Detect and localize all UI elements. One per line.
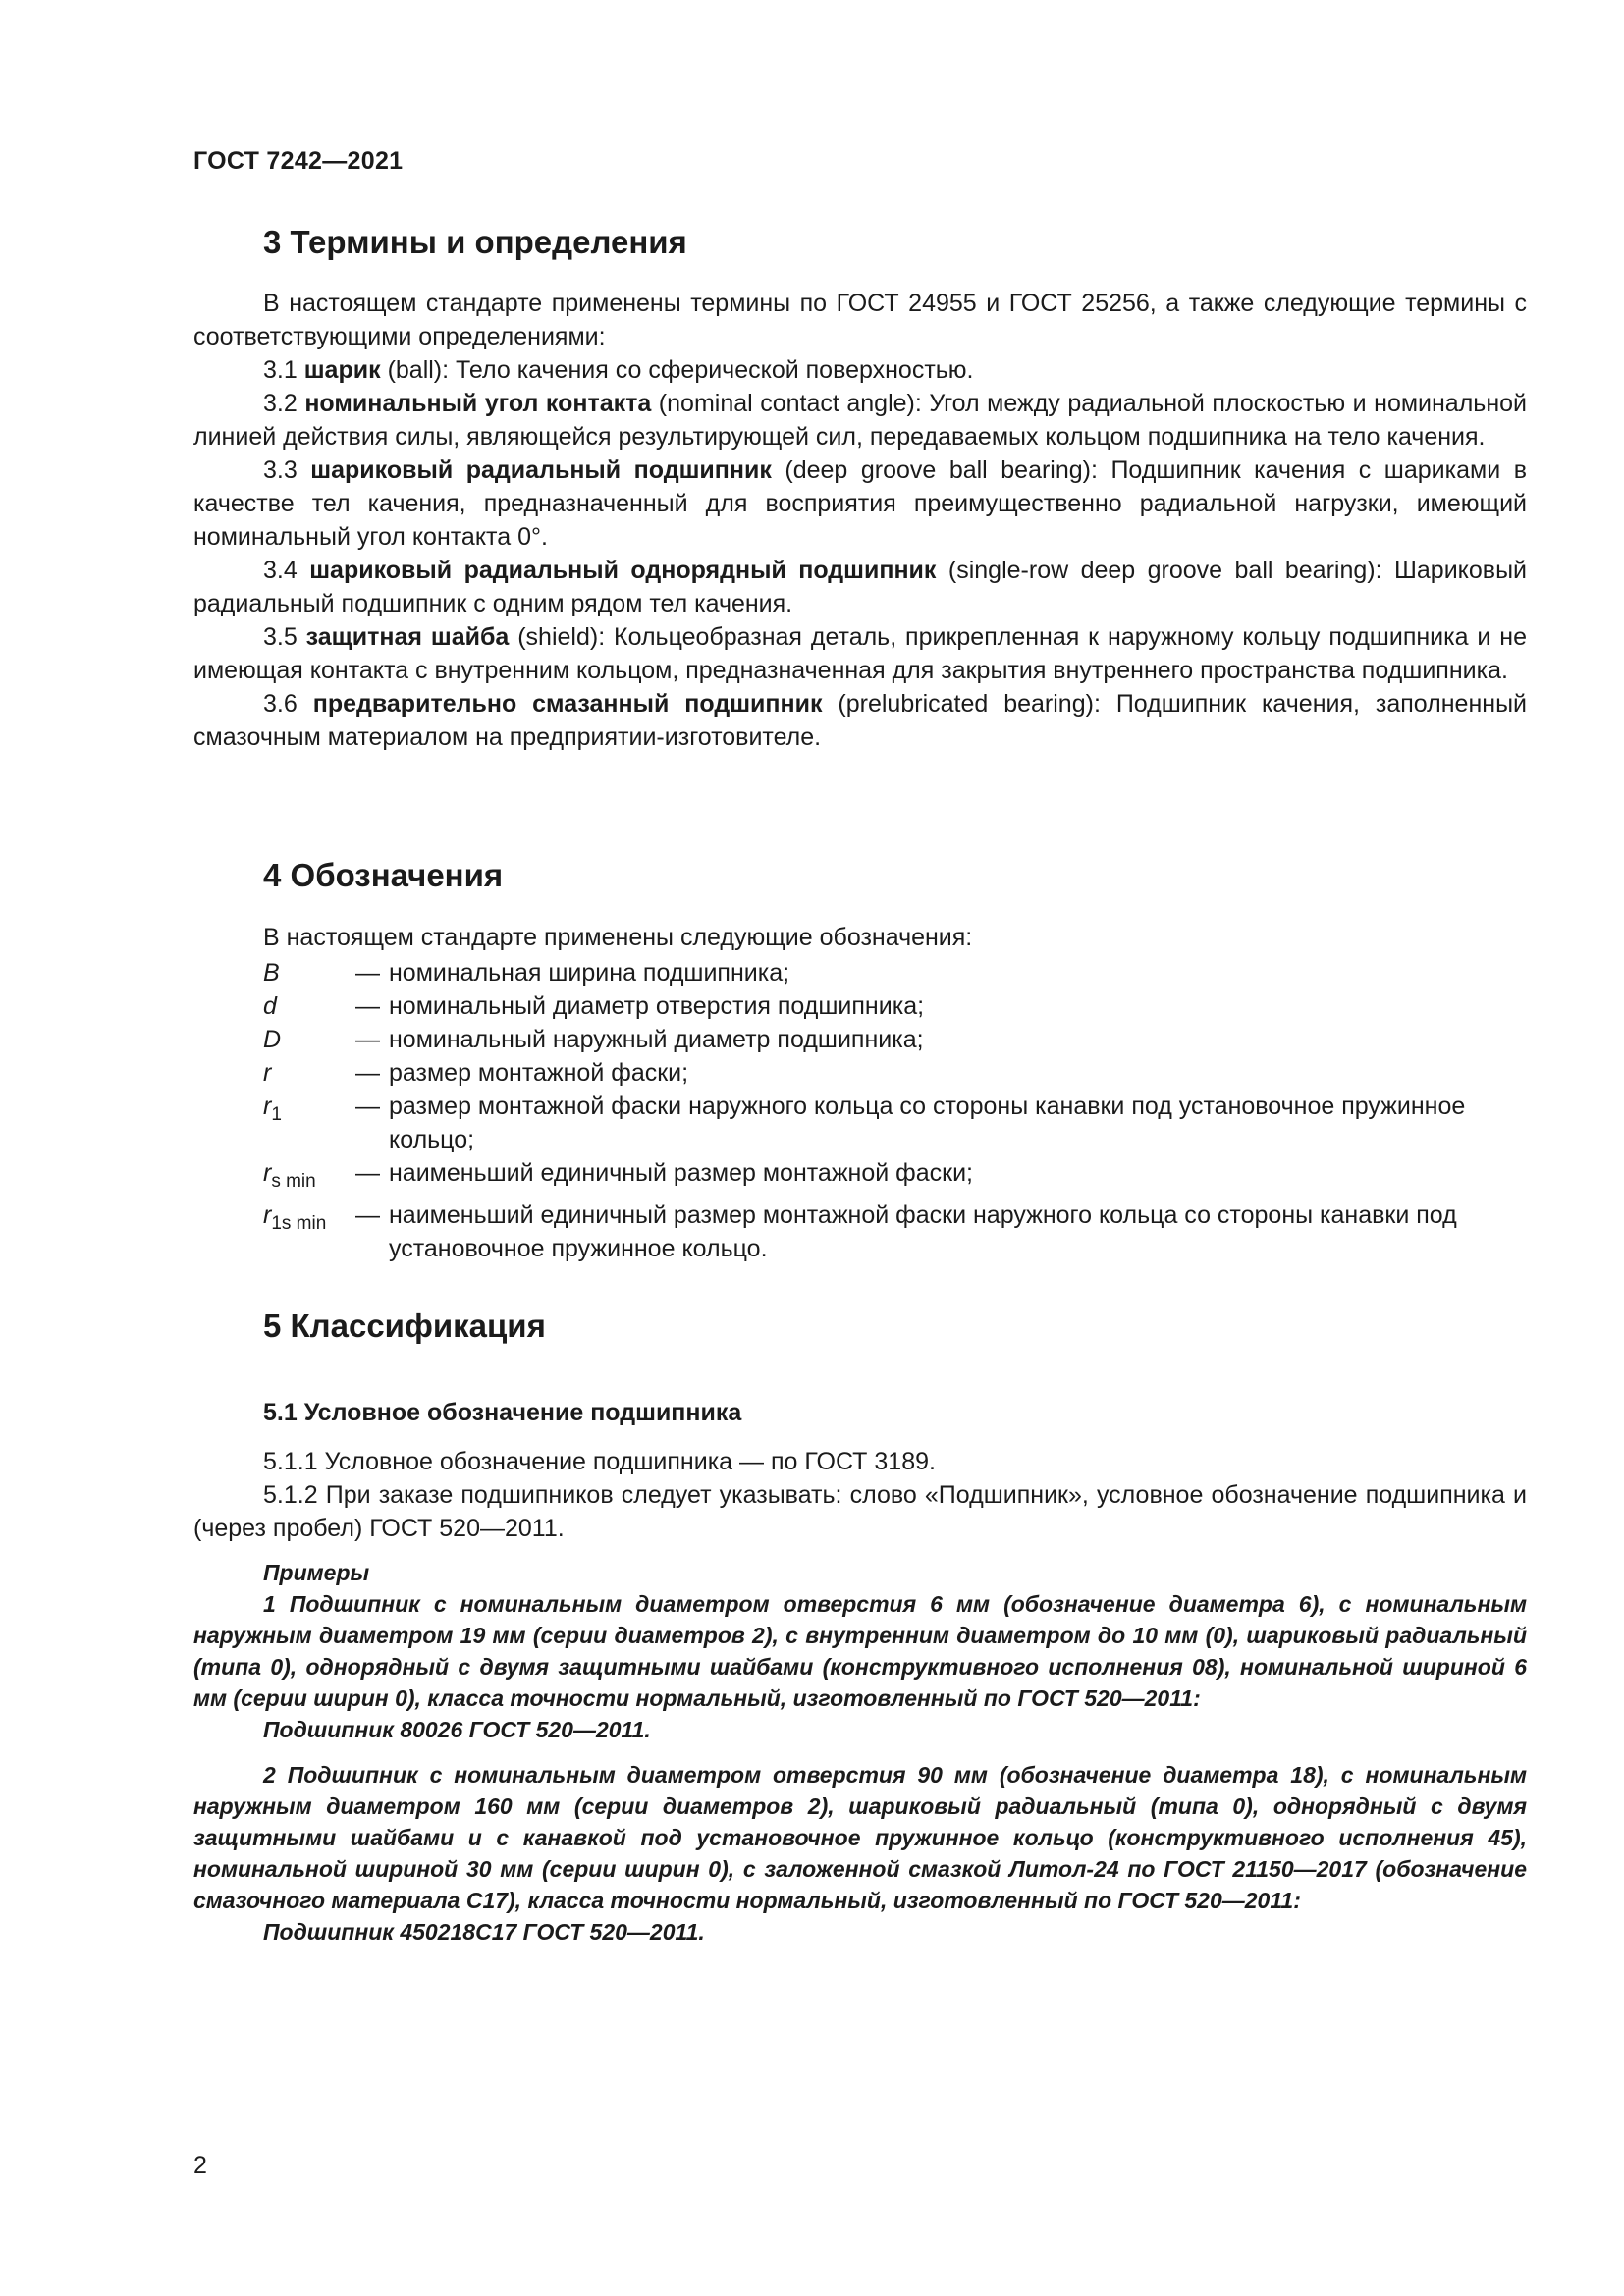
section-3-title: 3 Термины и определения <box>263 224 687 260</box>
section-4-intro: В настоящем стандарте применены следующие обозначения: <box>263 924 973 951</box>
section-4-intro-wrap <box>193 921 1527 954</box>
example-2: 2 Подшипник с номинальным диаметром отверстия 90 мм (обозначение диаметра 18), с номинальным наружным диаметром 160 мм (серии диаметров 2), шариковый радиальный (типа 0), однорядный с двумя защитными шайбами и с канавкой под установочное пружинное кольцо (конструктивного исполнения 45), номинальной шириной 30 мм (серии ширин 0), с заложенной смазкой Литол-24 по ГОСТ 21150—2017 (обозначение смазочного материала С17), класса точности нормальный, изготовленный по ГОСТ 520—2011: <box>193 1762 1527 1913</box>
symbol-row: $r_{s min}$ — наименьший единичный размер монтажной фаски; <box>263 1159 973 1192</box>
paragraph-5-1-1: 5.1.1 Условное обозначение подшипника — по ГОСТ 3189. <box>263 1448 936 1475</box>
symbol-row: D — номинальный наружный диаметр подшипника; <box>263 1026 924 1053</box>
example-2-result: Подшипник 450218С17 ГОСТ 520—2011. <box>263 1919 705 1945</box>
symbol-row: d — номинальный диаметр отверстия подшипника; <box>263 992 925 1020</box>
examples-label: Примеры <box>263 1560 370 1585</box>
symbol-row: $r_{1s min}$ — наименьший единичный размер монтажной фаски наружного кольца со стороны канавки под установочное пружинное кольцо. <box>263 1201 1457 1262</box>
term-3-1: 3.1 шарик (ball): Тело качения со сферической поверхностью. <box>263 356 974 384</box>
document-code-header: ГОСТ 7242—2021 <box>193 147 404 175</box>
page-number: 2 <box>193 2152 207 2179</box>
term-3-5: 3.5 защитная шайба (shield): Кольцеобразная деталь, прикрепленная к наружному кольцу подшипника и не имеющая контакта с внутренним кольцом, предназначенная для закрытия внутреннего пространства подшипника. <box>193 623 1527 684</box>
term-3-4: 3.4 шариковый радиальный однорядный подшипник (single-row deep groove ball bearing): Шариковый радиальный подшипник с одним рядом тел качения. <box>193 557 1528 617</box>
term-3-2: 3.2 номинальный угол контакта (nominal contact angle): Угол между радиальной плоскостью и номинальной линией действия силы, являющейся результирующей сил, передаваемых кольцом подшипника на тело качения. <box>193 390 1527 451</box>
paragraph-5-1-2: 5.1.2 При заказе подшипников следует указывать: слово «Подшипник», условное обозначение подшипника и (через пробел) ГОСТ 520—2011. <box>193 1481 1527 1542</box>
term-3-3: 3.3 шариковый радиальный подшипник (deep groove ball bearing): Подшипник качения с шариками в качестве тел качения, предназначенный для восприятия преимущественно радиальной нагрузки, имеющий номинальный угол контакта 0°. <box>193 456 1527 551</box>
symbol-row: $r_1$ — размер монтажной фаски наружного кольца со стороны канавки под установочное пружинное кольцо; <box>263 1093 1466 1153</box>
symbols-list <box>193 956 1527 1265</box>
term-3-6: 3.6 предварительно смазанный подшипник (prelubricated bearing): Подшипник качения, заполненный смазочным материалом на предприятии-изготовителе. <box>193 690 1528 751</box>
example-1-result: Подшипник 80026 ГОСТ 520—2011. <box>263 1717 651 1742</box>
subsection-5-1-title: 5.1 Условное обозначение подшипника <box>263 1399 742 1426</box>
symbol-row: r — размер монтажной фаски; <box>263 1059 689 1087</box>
symbol-row: B — номинальная ширина подшипника; <box>263 959 790 987</box>
section-5-body <box>193 1445 1527 1545</box>
section-5-title: 5 Классификация <box>263 1308 546 1344</box>
section-3-intro: В настоящем стандарте применены термины по ГОСТ 24955 и ГОСТ 25256, а также следующие термины с соответствующими определениями: <box>193 290 1527 350</box>
section-3-body <box>193 287 1527 754</box>
section-4-title: 4 Обозначения <box>263 857 504 893</box>
examples-block <box>193 1557 1527 1948</box>
example-1: 1 Подшипник с номинальным диаметром отверстия 6 мм (обозначение диаметра 6), с номинальным наружным диаметром 19 мм (серии диаметров 2), с внутренним диаметром до 10 мм (0), шариковый радиальный (типа 0), однорядный с двумя защитными шайбами (конструктивного исполнения 08), номинальной шириной 6 мм (серии ширин 0), класса точности нормальный, изготовленный по ГОСТ 520—2011: <box>193 1591 1527 1711</box>
